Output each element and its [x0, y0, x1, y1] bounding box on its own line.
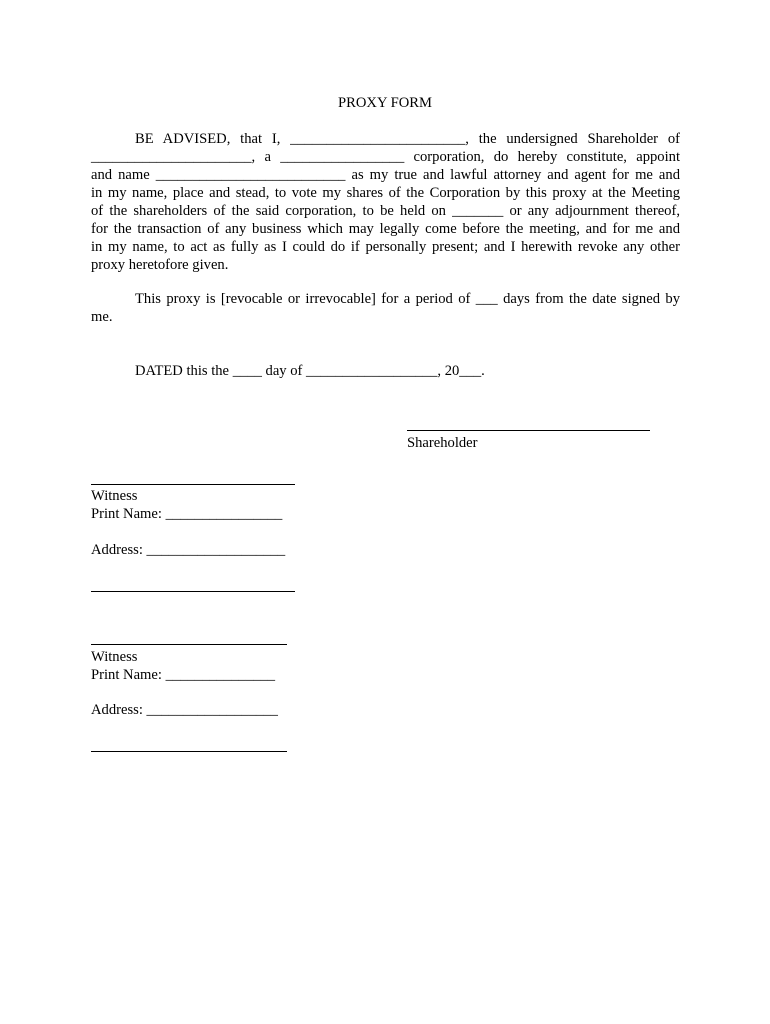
revocation-line: me. — [91, 309, 113, 325]
paragraph-line: and name __________________________ as my true and lawful attorney and agent for me and — [91, 167, 680, 183]
main-paragraph — [91, 130, 680, 274]
witness-2-address: Address: __________________ — [91, 702, 278, 718]
shareholder-label: Shareholder — [407, 435, 478, 451]
witness-2-signature-line[interactable] — [91, 644, 287, 645]
witness-1-signature-line[interactable] — [91, 484, 295, 485]
shareholder-signature-line[interactable] — [407, 430, 650, 431]
paragraph-line: of the shareholders of the said corporation, to be held on _______ or any adjournment thereof, — [91, 203, 680, 219]
paragraph-line: in my name, to act as fully as I could do if personally present; and I herewith revoke any other — [91, 239, 680, 255]
witness-1-address: Address: ___________________ — [91, 542, 286, 558]
witness-1-print-name: Print Name: ________________ — [91, 506, 283, 522]
paragraph-line: in my name, place and stead, to vote my shares of the Corporation by this proxy at the Meeting — [91, 185, 680, 201]
revocation-line: This proxy is [revocable or irrevocable] for a period of ___ days from the date signed by — [135, 291, 680, 307]
witness-2-label: Witness — [91, 649, 138, 665]
witness-2-print-name: Print Name: _______________ — [91, 667, 276, 683]
paragraph-line: ______________________, a _________________ corporation, do hereby constitute, appoint — [91, 149, 680, 165]
paragraph-line: proxy heretofore given. — [91, 257, 229, 273]
dated-line: DATED this the ____ day of __________________, 20___. — [135, 363, 485, 379]
paragraph-line: BE ADVISED, that I, ________________________, the undersigned Shareholder of — [135, 131, 680, 147]
document-title: PROXY FORM — [338, 95, 432, 111]
witness-2-address-line-2[interactable] — [91, 751, 287, 752]
witness-1-label: Witness — [91, 488, 138, 504]
paragraph-line: for the transaction of any business which may legally come before the meeting, and for me and — [91, 221, 680, 237]
revocation-paragraph — [91, 290, 680, 326]
witness-1-address-line-2[interactable] — [91, 591, 295, 592]
